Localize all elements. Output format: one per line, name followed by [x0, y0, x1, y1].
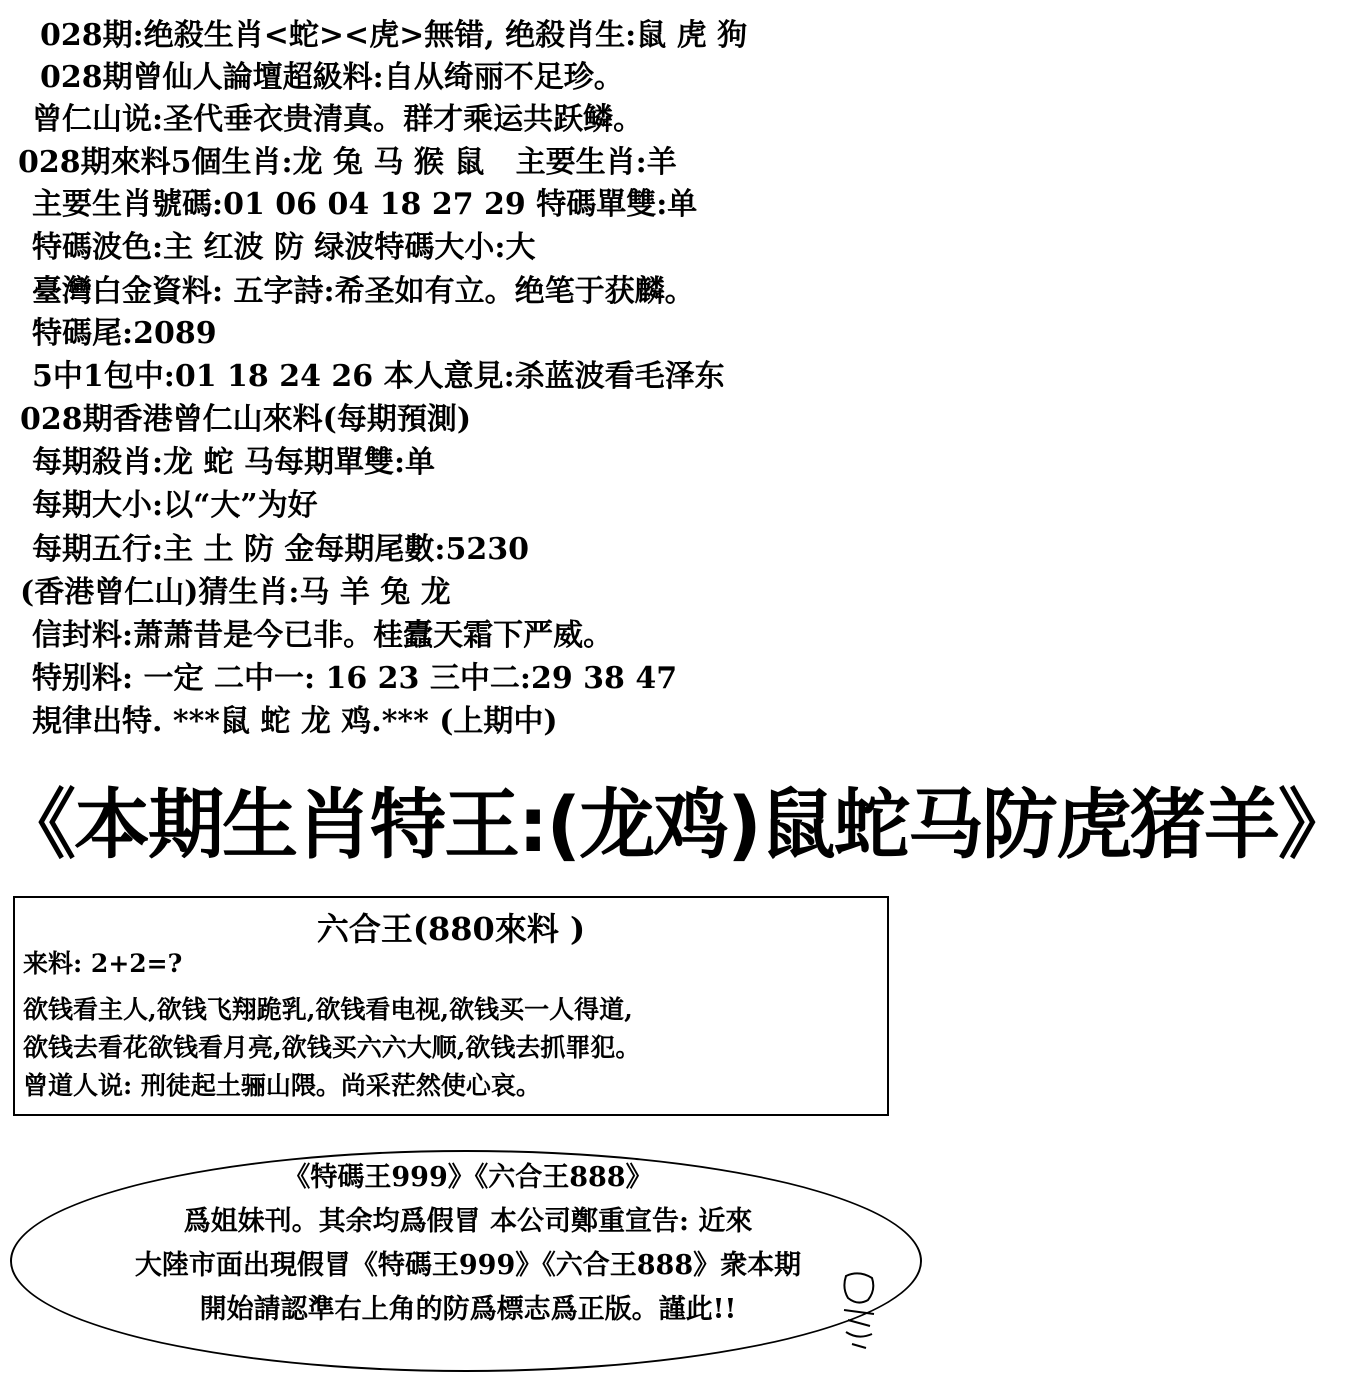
notice-line: 爲姐妹刊。其余均爲假冒 本公司鄭重宣告: 近來: [183, 1206, 753, 1237]
notice-line: 《特碼王999》《六合王888》: [283, 1162, 653, 1193]
box-line: 来料: 2+2=?: [23, 949, 183, 978]
text-line: 5中1包中:01 18 24 26 本人意見:杀蓝波看毛泽东: [32, 359, 725, 394]
notice-oval: [10, 1150, 922, 1372]
text-line: 規律出特. ***鼠 蛇 龙 鸡.*** (上期中): [32, 704, 558, 739]
text-line: 主要生肖號碼:01 06 04 18 27 29 特碼單雙:单: [32, 187, 698, 222]
text-line: 曾仁山说:圣代垂衣贵清真。群才乘运共跃鳞。: [32, 102, 644, 137]
anti-counterfeit-stamp-icon: [838, 1270, 880, 1350]
text-line: 特别料: 一定 二中一: 16 23 三中二:29 38 47: [32, 661, 678, 696]
notice-line: 大陸市面出現假冒《特碼王999》《六合王888》衆本期: [134, 1250, 802, 1281]
notice-line: 開始請認準右上角的防爲標志爲正版。謹此!!: [199, 1294, 737, 1325]
box-title: 六合王(880來料 ): [316, 910, 586, 948]
text-line: 臺灣白金資料: 五字詩:希圣如有立。绝笔于获麟。: [32, 274, 695, 309]
text-line: 028期香港曾仁山來料(每期預測): [20, 402, 472, 437]
box-line: 欲钱看主人,欲钱飞翔跪乳,欲钱看电视,欲钱买一人得道,: [23, 995, 633, 1024]
box-line: 欲钱去看花欲钱看月亮,欲钱买六六大顺,欲钱去抓罪犯。: [23, 1033, 641, 1062]
text-line: 028期:绝殺生肖<蛇><虎>無错, 绝殺肖生:鼠 虎 狗: [40, 18, 748, 53]
text-line: 每期殺肖:龙 蛇 马每期單雙:单: [32, 445, 436, 480]
text-line: 028期曾仙人論壇超級料:自从绮丽不足珍。: [40, 60, 624, 95]
text-line: 每期大小:以“大”为好: [32, 488, 318, 523]
text-line: 每期五行:主 土 防 金每期尾數:5230: [32, 532, 529, 567]
headline: 《本期生肖特王:(龙鸡)鼠蛇马防虎猪羊》: [0, 780, 1352, 869]
text-line: 特碼尾:2089: [32, 316, 217, 351]
text-line: 特碼波色:主 红波 防 绿波特碼大小:大: [32, 230, 536, 265]
liuhe-box: [13, 896, 889, 1116]
text-line: 028期來料5個生肖:龙 兔 马 猴 鼠 主要生肖:羊: [18, 145, 677, 180]
box-line: 曾道人说: 刑徒起土骊山隈。尚采茫然使心哀。: [23, 1071, 541, 1100]
text-line: 信封料:萧萧昔是今已非。桂蠹天霜下严威。: [32, 618, 614, 653]
text-line: (香港曾仁山)猜生肖:马 羊 兔 龙: [20, 575, 451, 610]
